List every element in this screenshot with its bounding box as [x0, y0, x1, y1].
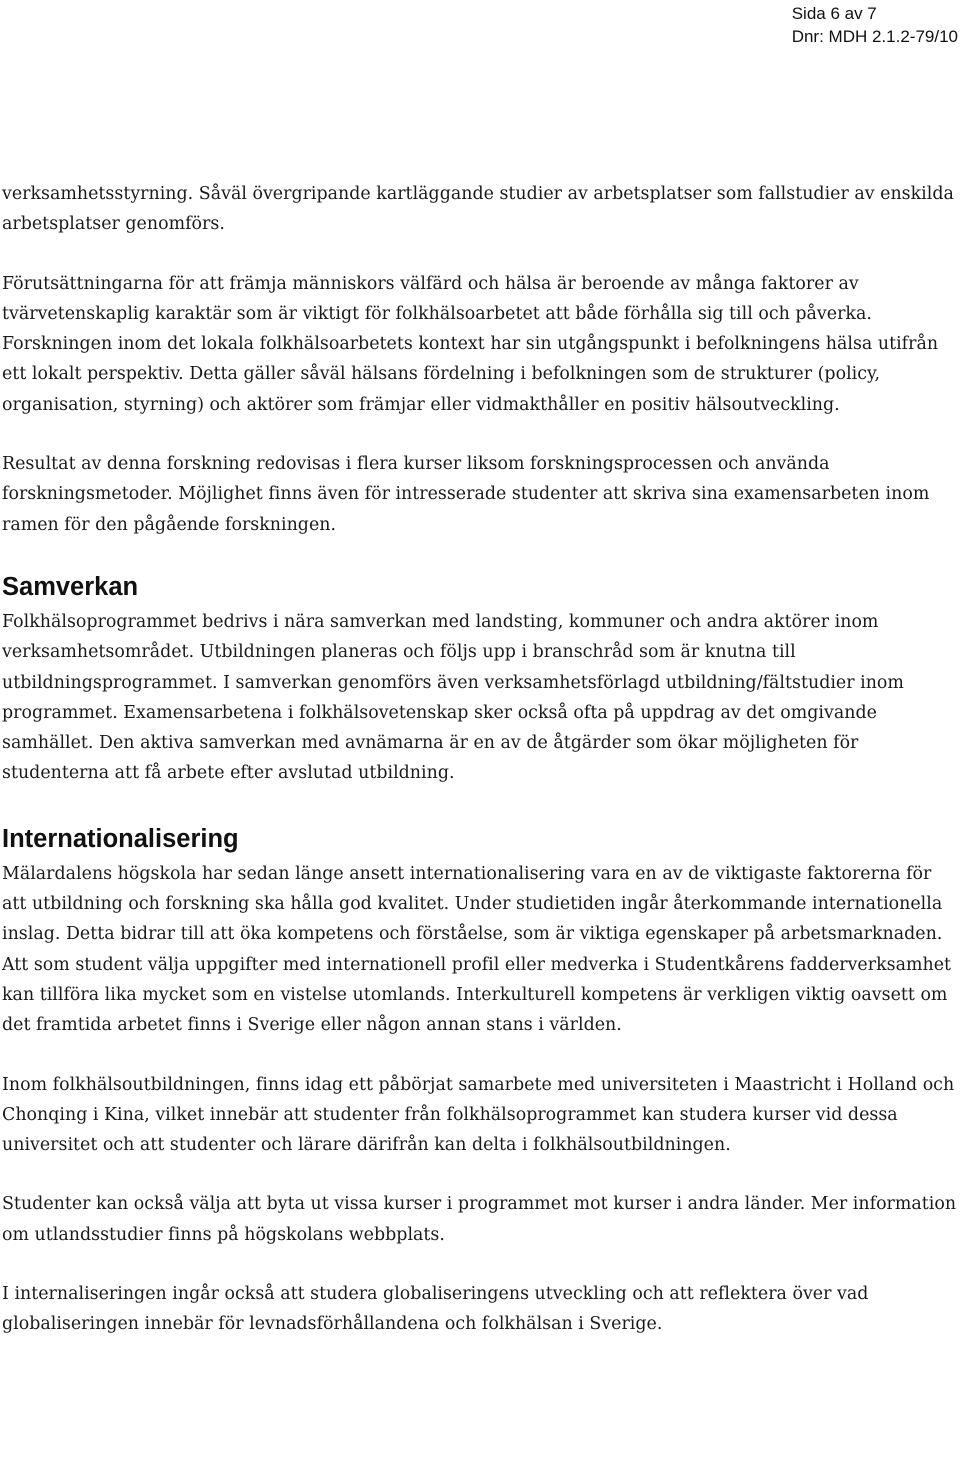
internationalisering-paragraph-2: Inom folkhälsoutbildningen, finns idag ett påbörjat samarbete med universiteten i Maastricht i Holland och Chonqing i Kina, vilket innebär att studenter från folkhälsoprogrammet kan studera kurser vid dessa universitet och att studenter och lärare därifrån kan delta i folkhälsoutbildningen. — [2, 1074, 955, 1156]
document-body — [2, 179, 958, 1369]
page-number: Sida 6 av 7 — [791, 4, 877, 23]
internationalisering-paragraph-3: Studenter kan också välja att byta ut vissa kurser i programmet mot kurser i andra länder. Mer information om utlandsstudier finns på högskolans webbplats. — [2, 1194, 957, 1245]
internationalisering-paragraph-1: Mälardalens högskola har sedan länge ansett internationalisering vara en av de viktigaste faktorerna för att utbildning och forskning ska hålla god kvalitet. Under studietiden ingår återkommande internationella inslag. Detta bidrar till att öka kompetens och förståelse, som är viktiga egenskaper på arbetsmarknaden. Att som student välja uppgifter med internationell profil eller medverka i Studentkårens fadderverksamhet kan tillföra lika mycket som en vistelse utomlands. Interkulturell kompetens är verkligen viktig oavsett om det framtida arbetet finns i Sverige eller någon annan stans i världen. — [2, 863, 952, 1036]
internationalisering-paragraph-4: I internaliseringen ingår också att studera globaliseringens utveckling och att reflektera över vad globaliseringen innebär för levnadsförhållandena och folkhälsan i Sverige. — [2, 1284, 869, 1335]
document-number: Dnr: MDH 2.1.2-79/10 — [791, 27, 958, 46]
intro-paragraph-2: Förutsättningarna för att främja människors välfärd och hälsa är beroende av många faktorer av tvärvetenskaplig karaktär som är viktigt för folkhälsoarbetet att både förhålla sig till och påverka. Forskningen inom det lokala folkhälsoarbetets kontext har sin utgångspunkt i befolkningens hälsa utifrån ett lokalt perspektiv. Detta gäller såväl hälsans fördelning i befolkningen som de strukturer (policy, organisation, styrning) och aktörer som främjar eller vidmakthåller en positiv hälsoutveckling. — [2, 273, 939, 415]
page-header — [792, 2, 958, 48]
intro-paragraph-1: verksamhetsstyrning. Såväl övergripande kartläggande studier av arbetsplatser som fallstudier av enskilda arbetsplatser genomförs. — [2, 184, 954, 235]
samverkan-heading: Samverkan — [2, 572, 139, 601]
intro-paragraph-3: Resultat av denna forskning redovisas i flera kurser liksom forskningsprocessen och använda forskningsmetoder. Möjlighet finns även för intresserade studenter att skriva sina examensarbeten inom ramen för den pågående forskningen. — [2, 454, 930, 535]
samverkan-paragraph: Folkhälsoprogrammet bedrivs i nära samverkan med landsting, kommuner och andra aktörer inom verksamhetsområdet. Utbildningen planeras och följs upp i branschråd som är knutna till utbildningsprogrammet. I samverkan genomförs även verksamhetsförlagd utbildning/fältstudier inom programmet. Examensarbetena i folkhälsovetenskap sker också ofta på uppdrag av det omgivande samhället. Den aktiva samverkan med avnämarna är en av de åtgärder som ökar möjligheten för studenterna att få arbete efter avslutad utbildning. — [2, 611, 904, 784]
internationalisering-heading: Internationalisering — [2, 824, 239, 853]
